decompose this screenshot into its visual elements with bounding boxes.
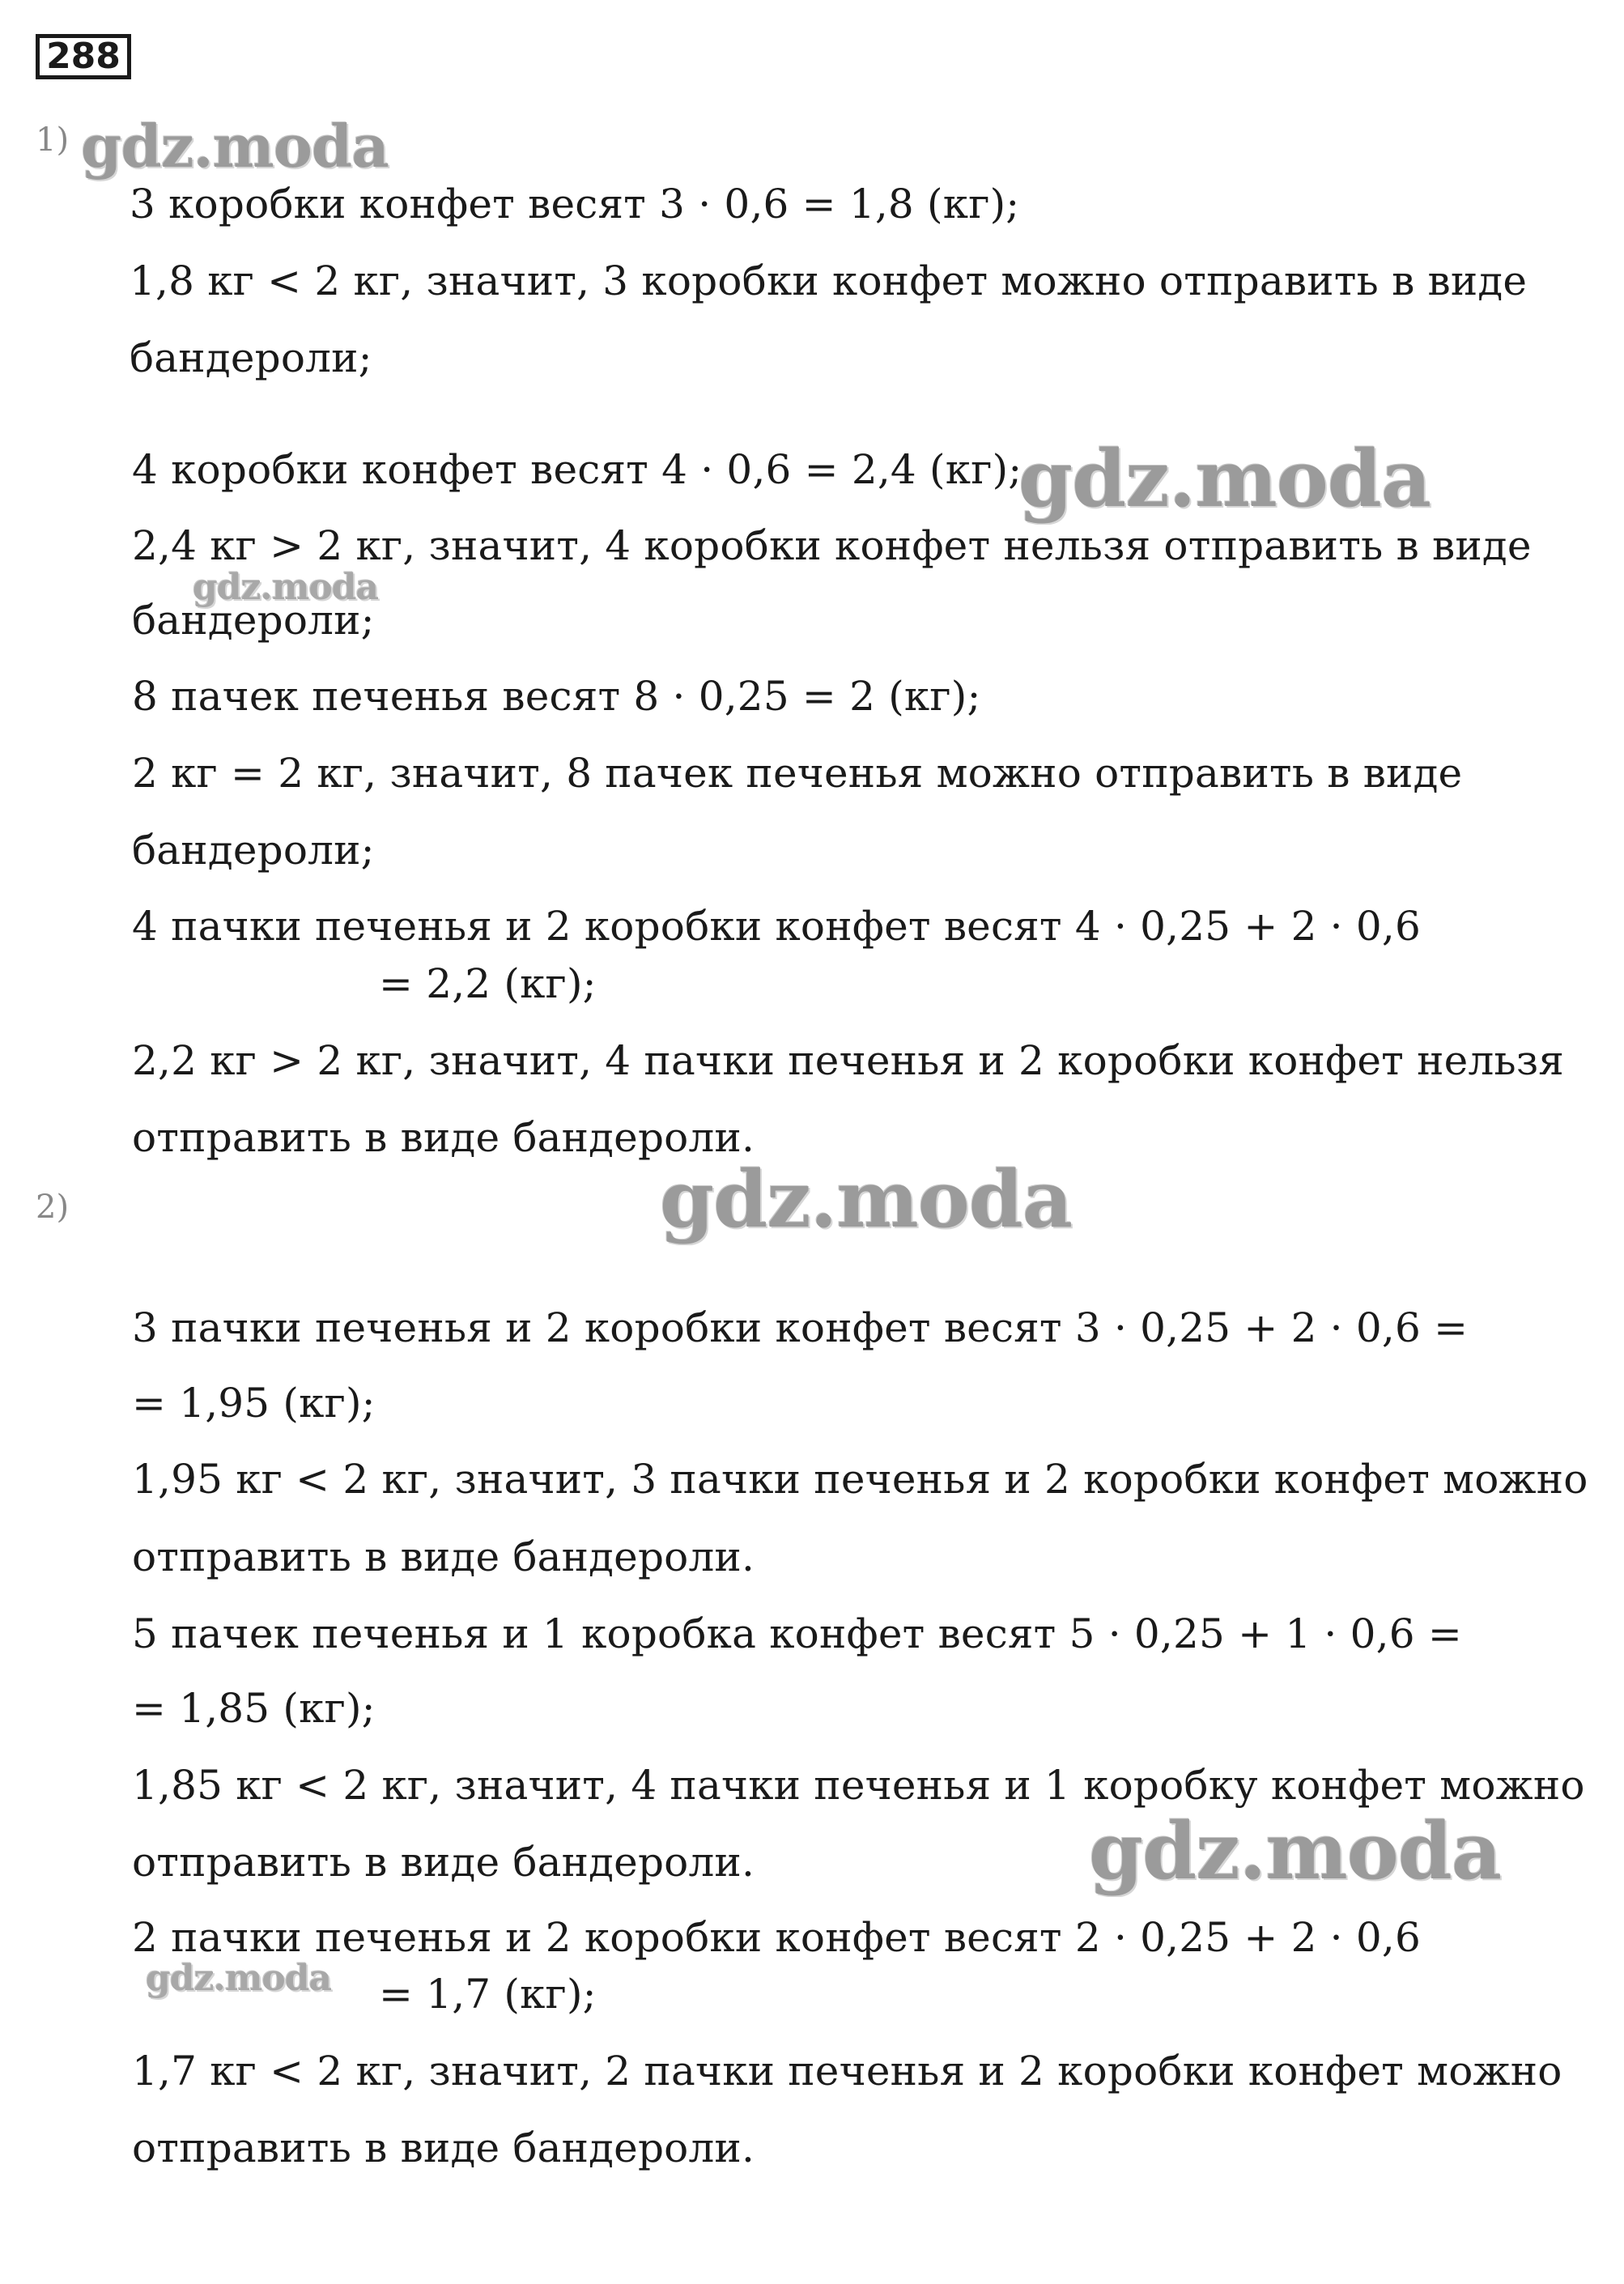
part1-line-9: бандероли; xyxy=(132,827,375,874)
watermark-logo: gdz.moda xyxy=(193,567,379,608)
part2-line-5: 5 пачек печенья и 1 коробка конфет весят 5 · 0,25 + 1 · 0,6 = xyxy=(132,1610,1462,1657)
part2-line-6: = 1,85 (кг); xyxy=(132,1685,376,1732)
part1-line-2: 1,8 кг < 2 кг, значит, 3 коробки конфет можно отправить в виде xyxy=(130,257,1528,304)
part1-line-8: 2 кг = 2 кг, значит, 8 пачек печенья можно отправить в виде xyxy=(132,750,1463,797)
part2-line-7: 1,85 кг < 2 кг, значит, 4 пачки печенья и 1 коробку конфет можно xyxy=(132,1762,1585,1809)
part1-line-10: 4 пачки печенья и 2 коробки конфет весят 4 · 0,25 + 2 · 0,6 xyxy=(132,903,1421,950)
watermark-logo: gdz.moda xyxy=(81,112,389,181)
part2-line-4: отправить в виде бандероли. xyxy=(132,1533,755,1580)
part1-line-4: 4 коробки конфет весят 4 · 0,6 = 2,4 (кг); xyxy=(132,446,1022,493)
part2-marker: 2) xyxy=(36,1189,70,1226)
part1-line-1: 3 коробки конфет весят 3 · 0,6 = 1,8 (кг); xyxy=(130,181,1020,228)
part1-line-6: бандероли; xyxy=(132,597,375,644)
part2-line-3: 1,95 кг < 2 кг, значит, 3 пачки печенья и 2 коробки конфет можно xyxy=(132,1456,1588,1503)
part2-line-1: 3 пачки печенья и 2 коробки конфет весят 3 · 0,25 + 2 · 0,6 = xyxy=(132,1304,1469,1351)
task-number: 288 xyxy=(36,34,131,79)
part2-line-12: отправить в виде бандероли. xyxy=(132,2125,755,2171)
watermark-logo: gdz.moda xyxy=(660,1154,1073,1245)
part2-line-10: = 1,7 (кг); xyxy=(379,1971,597,2018)
part1-marker: 1) xyxy=(36,121,70,159)
part2-line-2: = 1,95 (кг); xyxy=(132,1380,376,1427)
part1-line-7: 8 пачек печенья весят 8 · 0,25 = 2 (кг); xyxy=(132,673,981,720)
part1-line-3: бандероли; xyxy=(130,334,372,381)
part1-line-5: 2,4 кг > 2 кг, значит, 4 коробки конфет нельзя отправить в виде xyxy=(132,522,1532,569)
watermark-logo: gdz.moda xyxy=(146,1958,332,1999)
part2-line-9: 2 пачки печенья и 2 коробки конфет весят 2 · 0,25 + 2 · 0,6 xyxy=(132,1914,1421,1961)
part1-line-12: 2,2 кг > 2 кг, значит, 4 пачки печенья и 2 коробки конфет нельзя xyxy=(132,1037,1565,1084)
part1-line-13: отправить в виде бандероли. xyxy=(132,1114,755,1161)
watermark-logo: gdz.moda xyxy=(1089,1806,1502,1897)
watermark-logo: gdz.moda xyxy=(1018,433,1431,525)
part1-line-11: = 2,2 (кг); xyxy=(379,960,597,1007)
part2-line-8: отправить в виде бандероли. xyxy=(132,1839,755,1886)
part2-line-11: 1,7 кг < 2 кг, значит, 2 пачки печенья и 2 коробки конфет можно xyxy=(132,2048,1562,2095)
